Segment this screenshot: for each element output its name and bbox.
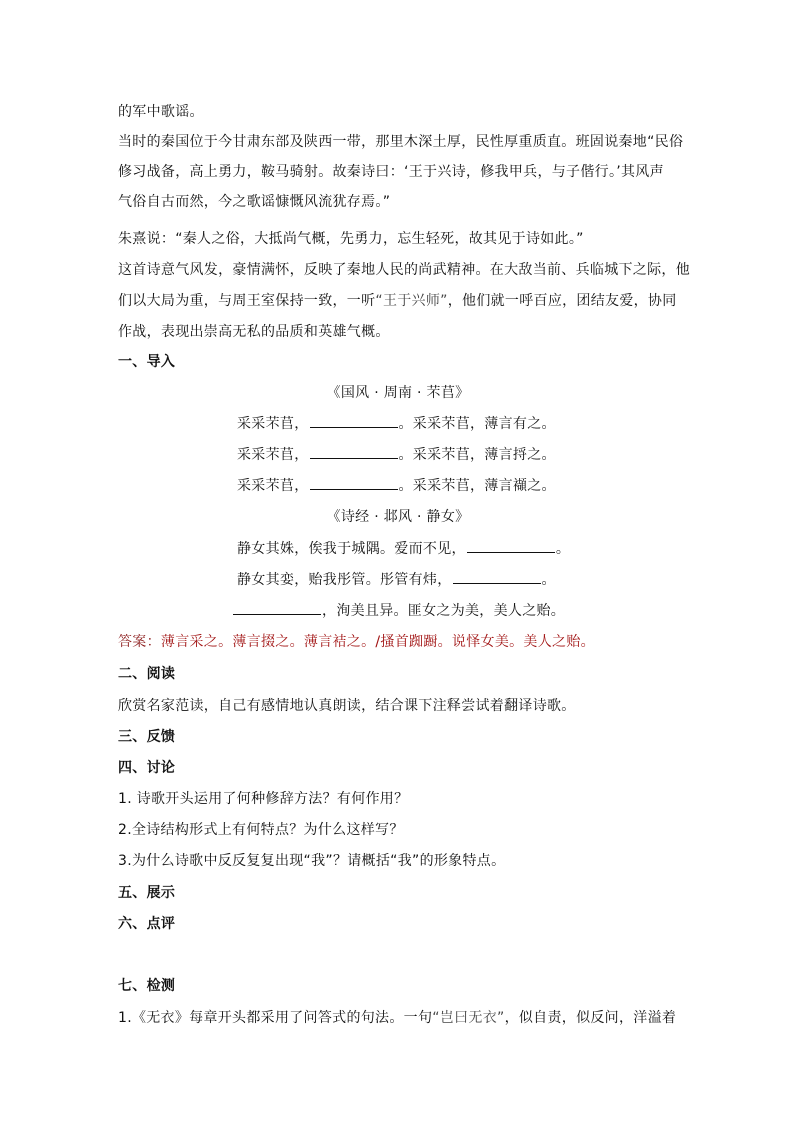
poem-text: 。采采芣苢，薄言襭之。 [398, 478, 556, 494]
fill-blank[interactable] [233, 602, 321, 615]
question-item [118, 1009, 678, 1027]
poem-text: 采采芣苢， [237, 416, 309, 432]
question-item: 1. 诗歌开头运用了何种修辞方法？有何作用？ [118, 791, 409, 807]
paragraph-line [118, 292, 678, 310]
quoted-phrase: “岂曰无衣” [432, 1010, 505, 1026]
poem-text: 。 [541, 572, 556, 588]
paragraph-line: 作战，表现出崇高无私的品质和英雄气概。 [118, 324, 390, 340]
quoted-phrase: “王于兴师” [375, 293, 448, 309]
poem-text: 。采采芣苢，薄言捋之。 [398, 447, 556, 463]
poem-text: 。采采芣苢，薄言有之。 [398, 416, 556, 432]
question-item: 2.全诗结构形式上有何特点？为什么这样写？ [118, 822, 404, 838]
poem-title: 《诗经 · 邶风 · 静女》 [326, 509, 470, 525]
section-heading: 一、导入 [118, 354, 176, 370]
fill-blank[interactable] [467, 540, 555, 553]
poem-text: 采采芣苢， [237, 447, 309, 463]
fill-blank[interactable] [310, 415, 398, 428]
paragraph-line: 欣赏名家范读，自己有感情地认真朗读，结合课下注释尝试着翻译诗歌。 [118, 698, 576, 714]
paragraph-line: 气俗自古而然，今之歌谣慷慨风流犹存焉。” [118, 194, 391, 210]
section-heading: 三、反馈 [118, 729, 176, 745]
question-item: 3.为什么诗歌中反反复复出现“我”？请概括“我”的形象特点。 [118, 853, 506, 869]
paragraph-line: 朱熹说：“秦人之俗，大抵尚气概，先勇力，忘生轻死，故其见于诗如此。” [118, 231, 584, 247]
poem-text: ，洵美且异。匪女之为美，美人之贻。 [322, 603, 566, 619]
paragraph-line: 修习战备，高上勇力，鞍马骑射。故秦诗曰：‘王于兴诗，修我甲兵，与子偕行。’其风声 [118, 164, 664, 180]
text-segment: ，他们就一呼百应，团结友爱，协同 [447, 293, 677, 309]
poem-line [237, 571, 637, 589]
poem-line [237, 477, 637, 495]
paragraph-line: 这首诗意气风发，豪情满怀，反映了秦地人民的尚武精神。在大敌当前、兵临城下之际，他 [118, 262, 690, 278]
text-segment: ，似自责，似反问，洋溢着 [504, 1010, 677, 1026]
answer-text: 薄言采之。薄言掇之。薄言袺之。/搔首踟蹰。说怿女美。美人之贻。 [160, 634, 595, 650]
answer-line [118, 633, 678, 651]
fill-blank[interactable] [310, 477, 398, 490]
text-segment: 1.《无衣》每章开头都采用了问答式的句法。一句 [118, 1010, 433, 1026]
section-heading: 二、阅读 [118, 666, 176, 682]
section-heading: 五、展示 [118, 885, 176, 901]
poem-line [232, 602, 652, 620]
answer-label: 答案： [118, 634, 161, 650]
paragraph-line: 当时的秦国位于今甘肃东部及陕西一带，那里木深土厚，民性厚重质直。班固说秦地“民俗 [118, 134, 684, 150]
fill-blank[interactable] [310, 446, 398, 459]
poem-text: 静女其娈，贻我彤管。彤管有炜， [237, 572, 452, 588]
paragraph-line: 的军中歌谣。 [118, 104, 204, 120]
section-heading: 七、检测 [118, 978, 176, 994]
poem-text: 静女其姝，俟我于城隅。爱而不见， [237, 541, 466, 557]
text-segment: 们以大局为重，与周王室保持一致，一听 [118, 293, 376, 309]
poem-text: 采采芣苢， [237, 478, 309, 494]
poem-title: 《国风 · 周南 · 芣苢》 [326, 385, 470, 401]
poem-line [237, 446, 637, 464]
poem-line [237, 415, 637, 433]
poem-line [237, 540, 637, 558]
fill-blank[interactable] [453, 571, 541, 584]
poem-text: 。 [555, 541, 571, 557]
section-heading: 六、点评 [118, 916, 176, 932]
section-heading: 四、讨论 [118, 760, 176, 776]
